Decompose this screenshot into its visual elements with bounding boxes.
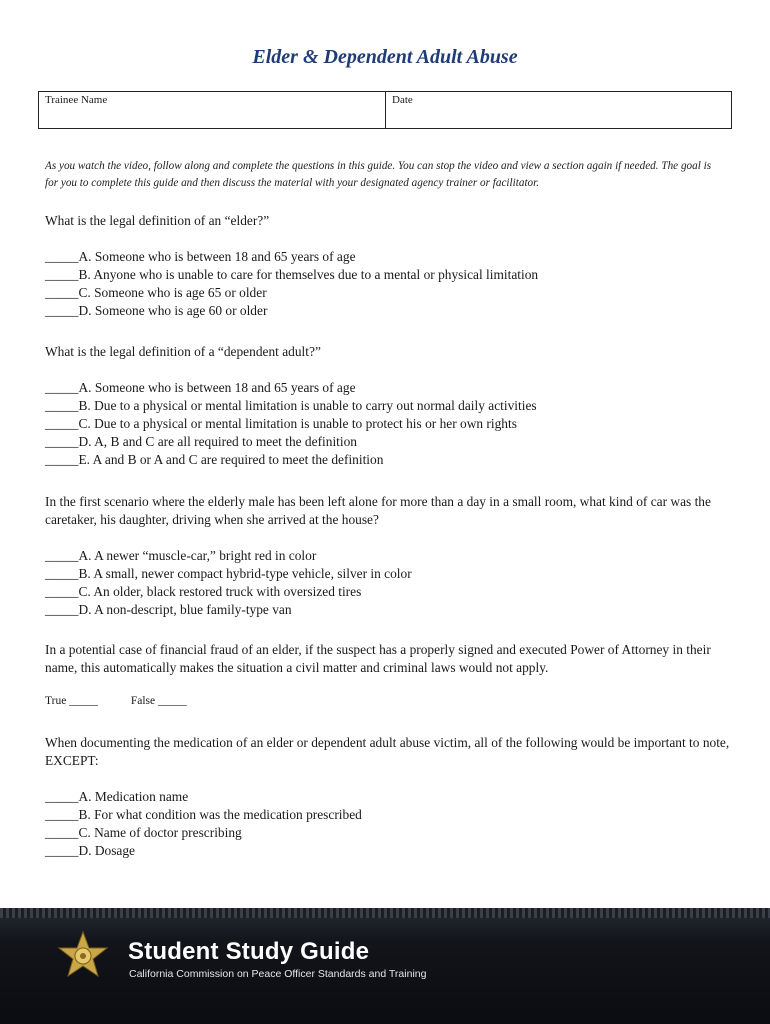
- date-label: Date: [392, 94, 413, 106]
- option-d[interactable]: _____D. Someone who is age 60 or older: [45, 303, 268, 318]
- option-c[interactable]: _____C. Name of doctor prescribing: [45, 825, 242, 840]
- question-text: In the first scenario where the elderly male has been left alone for more than a day in a small room, what kind of car was the caretaker, his daughter, driving when she arrived at the house?: [45, 494, 711, 527]
- option-c[interactable]: _____C. Someone who is age 65 or older: [45, 285, 267, 300]
- option-list: [45, 379, 745, 469]
- true-false-row: [45, 692, 745, 710]
- question-2: [45, 343, 745, 469]
- option-a[interactable]: _____A. Someone who is between 18 and 65 years of age: [45, 380, 356, 395]
- instructions: As you watch the video, follow along and complete the questions in this guide. You can stop the video and view a section again if needed. The goal is for you to complete this guide and then discuss the material with your designated agency trainer or facilitator.: [45, 160, 712, 189]
- option-b[interactable]: _____B. Anyone who is unable to care for themselves due to a mental or physical limitation: [45, 267, 539, 282]
- guide-subtitle: California Commission on Peace Officer Standards and Training: [129, 968, 427, 980]
- option-d[interactable]: _____D. Dosage: [45, 843, 136, 858]
- option-c[interactable]: _____C. Due to a physical or mental limitation is unable to protect his or her own rights: [45, 416, 517, 431]
- option-b[interactable]: _____B. Due to a physical or mental limitation is unable to carry out normal daily activities: [45, 398, 537, 413]
- true-option[interactable]: True _____: [45, 695, 98, 707]
- question-5: [45, 734, 745, 860]
- question-text: When documenting the medication of an elder or dependent adult abuse victim, all of the following would be important to note, EXCEPT:: [45, 735, 730, 768]
- option-a[interactable]: _____A. Someone who is between 18 and 65 years of age: [45, 249, 356, 264]
- option-e[interactable]: _____E. A and B or A and C are required to meet the definition: [45, 452, 384, 467]
- question-3: [45, 493, 745, 619]
- option-c[interactable]: _____C. An older, black restored truck with oversized tires: [45, 584, 362, 599]
- footer-stripe: [0, 908, 770, 918]
- question-4: [45, 641, 745, 710]
- star-badge-icon: [55, 930, 111, 990]
- option-a[interactable]: _____A. Medication name: [45, 789, 189, 804]
- option-b[interactable]: _____B. For what condition was the medication prescribed: [45, 807, 362, 822]
- trainee-name-label: Trainee Name: [45, 94, 108, 106]
- option-list: [45, 547, 745, 619]
- option-a[interactable]: _____A. A newer “muscle-car,” bright red in color: [45, 548, 317, 563]
- page-title: Elder & Dependent Adult Abuse: [252, 46, 518, 68]
- option-d[interactable]: _____D. A non-descript, blue family-type van: [45, 602, 292, 617]
- guide-title: Student Study Guide: [128, 938, 370, 965]
- date-field[interactable]: [386, 92, 731, 128]
- question-text: What is the legal definition of a “dependent adult?”: [45, 344, 321, 359]
- option-b[interactable]: _____B. A small, newer compact hybrid-type vehicle, silver in color: [45, 566, 412, 581]
- footer-banner: [0, 908, 770, 1024]
- option-list: [45, 788, 745, 860]
- question-1: [45, 212, 745, 320]
- trainee-info-table: [38, 91, 732, 129]
- option-d[interactable]: _____D. A, B and C are all required to meet the definition: [45, 434, 357, 449]
- question-text: What is the legal definition of an “elder?”: [45, 213, 270, 228]
- option-list: [45, 248, 745, 320]
- trainee-name-field[interactable]: [39, 92, 386, 128]
- false-option[interactable]: False _____: [130, 695, 187, 707]
- question-text: In a potential case of financial fraud of an elder, if the suspect has a properly signed and executed Power of Attorney in their name, this automatically makes the situation a civil matter and criminal laws would not apply.: [45, 642, 711, 675]
